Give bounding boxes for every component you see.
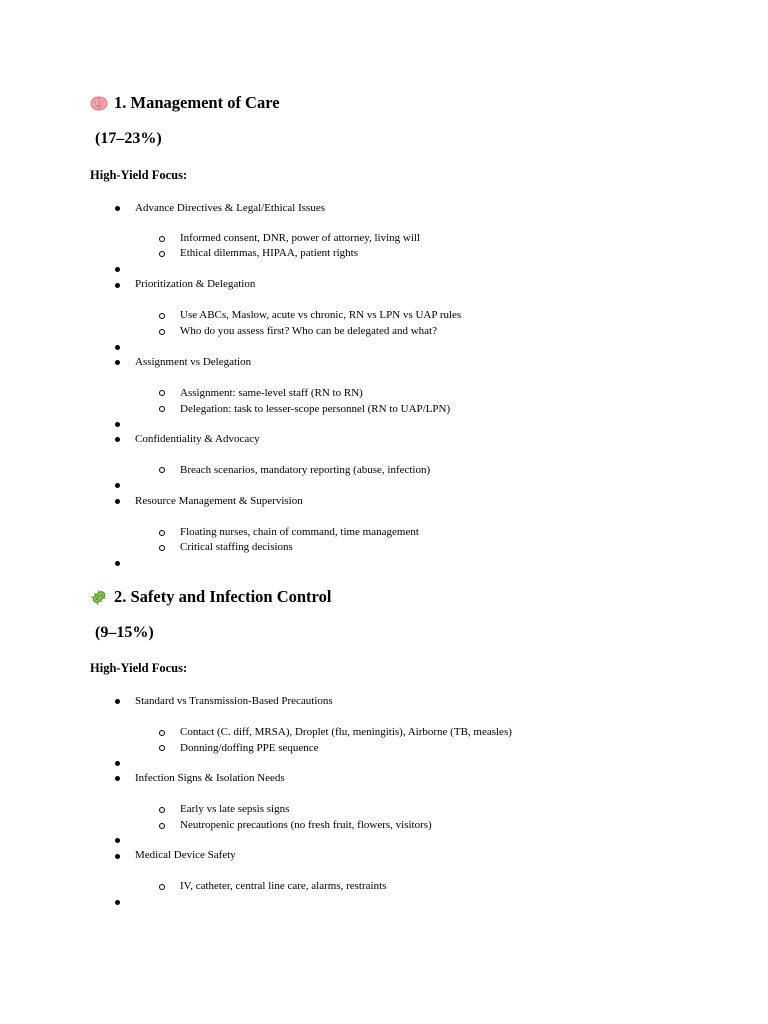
bullet-icon — [115, 483, 120, 488]
list-item: Standard vs Transmission-Based Precautions — [135, 695, 333, 707]
bullet-icon — [115, 437, 120, 442]
sub-list-item: Contact (C. diff, MRSA), Droplet (flu, meningitis), Airborne (TB, measles) — [180, 726, 512, 738]
list-item: Confidentiality & Advocacy — [135, 433, 260, 445]
microbe-icon — [90, 588, 108, 606]
list-item: Infection Signs & Isolation Needs — [135, 772, 285, 784]
bullet-icon — [115, 838, 120, 843]
list-item: Advance Directives & Legal/Ethical Issues — [135, 202, 325, 214]
circle-bullet-icon — [159, 545, 165, 551]
bullet-icon — [115, 854, 120, 859]
section-percentage: (9–15%) — [95, 624, 154, 641]
section-heading-safety-infection-control — [90, 585, 331, 609]
circle-bullet-icon — [159, 329, 165, 335]
sub-list-item: Delegation: task to lesser-scope personnel (RN to UAP/LPN) — [180, 403, 451, 415]
bullet-icon — [115, 499, 120, 504]
circle-bullet-icon — [159, 530, 165, 536]
sub-list-item: Neutropenic precautions (no fresh fruit, flowers, visitors) — [180, 819, 432, 831]
bullet-icon — [115, 900, 120, 905]
bullet-icon — [115, 345, 120, 350]
sub-list-item: IV, catheter, central line care, alarms, restraints — [180, 880, 387, 892]
list-item: Medical Device Safety — [135, 849, 236, 861]
circle-bullet-icon — [159, 884, 165, 890]
circle-bullet-icon — [159, 236, 165, 242]
section-title: 1. Management of Care — [114, 93, 280, 112]
sub-list-item: Who do you assess first? Who can be delegated and what? — [180, 325, 437, 337]
sub-list-item: Floating nurses, chain of command, time management — [180, 526, 419, 538]
list-item: Prioritization & Delegation — [135, 278, 256, 290]
bullet-icon — [115, 283, 120, 288]
bullet-icon — [115, 206, 120, 211]
bullet-icon — [115, 267, 120, 272]
bullet-icon — [115, 699, 120, 704]
circle-bullet-icon — [159, 807, 165, 813]
sub-list-item: Use ABCs, Maslow, acute vs chronic, RN vs LPN vs UAP rules — [180, 309, 462, 321]
sub-list-item: Ethical dilemmas, HIPAA, patient rights — [180, 247, 359, 259]
bullet-icon — [115, 422, 120, 427]
section-title: 2. Safety and Infection Control — [114, 587, 332, 606]
list-item: Assignment vs Delegation — [135, 356, 252, 368]
sub-list-item: Breach scenarios, mandatory reporting (abuse, infection) — [180, 464, 431, 476]
high-yield-focus-label: High-Yield Focus: — [90, 661, 188, 675]
bullet-icon — [115, 761, 120, 766]
bullet-icon — [115, 776, 120, 781]
brain-icon — [90, 94, 108, 112]
high-yield-focus-label: High-Yield Focus: — [90, 168, 188, 182]
circle-bullet-icon — [159, 467, 165, 473]
sub-list-item: Informed consent, DNR, power of attorney, living will — [180, 232, 421, 244]
section-percentage: (17–23%) — [95, 130, 162, 147]
circle-bullet-icon — [159, 745, 165, 751]
circle-bullet-icon — [159, 730, 165, 736]
circle-bullet-icon — [159, 313, 165, 319]
bullet-icon — [115, 561, 120, 566]
sub-list-item: Critical staffing decisions — [180, 541, 293, 553]
section-heading-management-of-care — [90, 91, 280, 115]
circle-bullet-icon — [159, 390, 165, 396]
list-item: Resource Management & Supervision — [135, 495, 303, 507]
sub-list-item: Assignment: same-level staff (RN to RN) — [180, 387, 363, 399]
circle-bullet-icon — [159, 406, 165, 412]
bullet-icon — [115, 360, 120, 365]
circle-bullet-icon — [159, 823, 165, 829]
sub-list-item: Donning/doffing PPE sequence — [180, 742, 319, 754]
sub-list-item: Early vs late sepsis signs — [180, 803, 290, 815]
circle-bullet-icon — [159, 251, 165, 257]
